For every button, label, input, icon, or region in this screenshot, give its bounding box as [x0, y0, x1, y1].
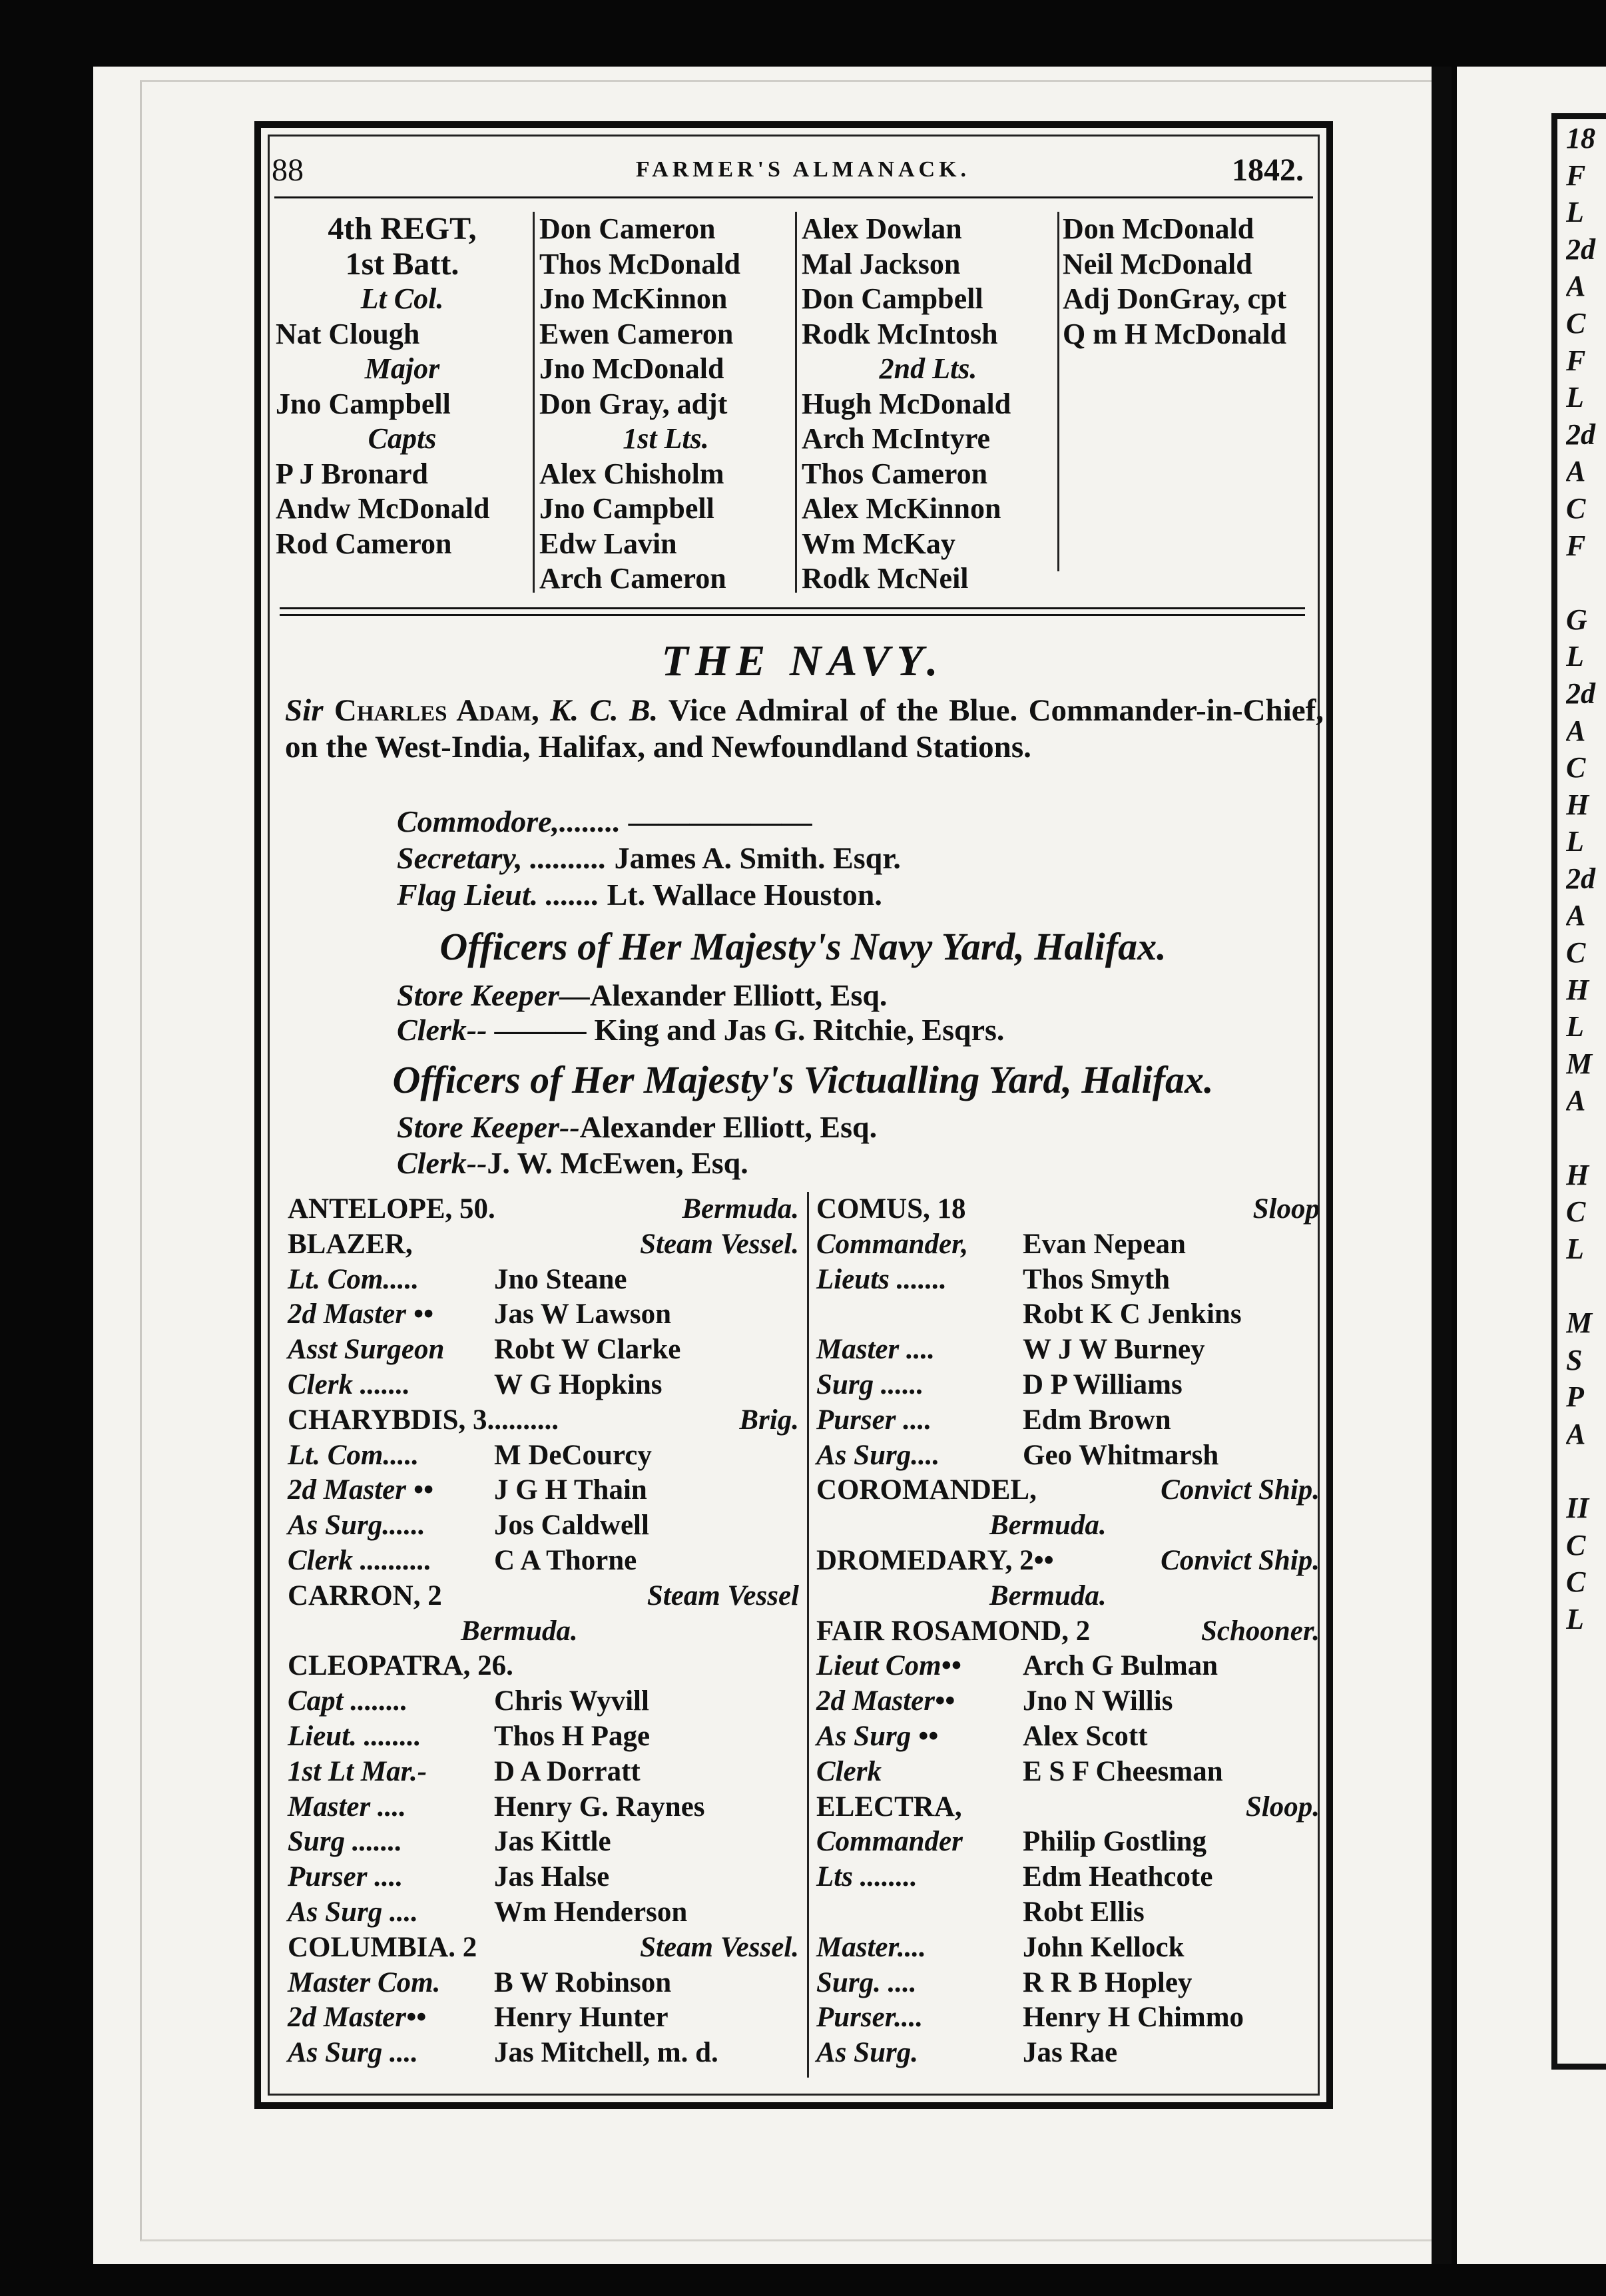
officer-role: Master ....	[288, 1791, 406, 1823]
regiment-entry: Major	[364, 352, 440, 385]
officer-name: E S F Cheesman	[1023, 1755, 1223, 1787]
regiment-entry: Capts	[368, 422, 437, 455]
regiment-entry: Lt Col.	[360, 282, 444, 315]
officer-role: As Surg......	[288, 1510, 425, 1542]
officer-role: 2d Master ••	[288, 1474, 433, 1506]
officer-entry	[816, 1649, 1320, 1684]
navy-yard-clerk: Clerk-- ——— King and Jas G. Ritchie, Esqrs.	[397, 1013, 1005, 1047]
officer-role: 2d Master••	[816, 1685, 955, 1717]
officer-entry	[816, 1227, 1320, 1263]
officer-entry	[816, 1438, 1320, 1474]
officer-role: Purser ....	[816, 1404, 932, 1436]
regiment-entry: Thos McDonald	[539, 247, 740, 280]
next-page-fragment: 18	[1566, 122, 1595, 154]
regiment-column-2	[539, 212, 792, 597]
ship-entry	[288, 1227, 799, 1263]
next-page-fragment: C	[1566, 1195, 1586, 1229]
next-page-fragment: L	[1566, 825, 1584, 858]
officer-entry	[288, 1895, 799, 1930]
officer-name: Arch G Bulman	[1023, 1650, 1218, 1682]
officer-role: Master Com.	[288, 1966, 441, 1998]
officer-role: Clerk .......	[288, 1368, 410, 1400]
officer-name: Philip Gostling	[1023, 1826, 1206, 1858]
officer-role: Master....	[816, 1931, 926, 1963]
next-page-fragment: H	[1566, 1158, 1589, 1191]
next-page-fragment	[1566, 1267, 1606, 1304]
next-page-fragment	[1566, 1452, 1606, 1490]
officer-entry	[816, 2000, 1320, 2036]
officer-role: Purser....	[816, 2002, 924, 2034]
header-rule	[274, 196, 1313, 198]
ship-type: Steam Vessel	[647, 1579, 799, 1611]
officer-entry	[816, 1684, 1320, 1719]
staff-line-flag-lieut: Flag Lieut. ....... Lt. Wallace Houston.	[397, 878, 882, 912]
officer-role: As Surg.	[816, 2037, 918, 2069]
ship-entry	[288, 1930, 799, 1966]
regiment-entry: Rodk McIntosh	[802, 317, 998, 350]
ship-type: Brig.	[739, 1404, 799, 1436]
regiment-entry: Ewen Cameron	[539, 317, 734, 350]
regiment-entry: Jno McKinnon	[539, 282, 728, 315]
officer-role: 2d Master ••	[288, 1298, 433, 1330]
next-page-fragment: 2d	[1566, 677, 1595, 710]
regiment-column-3	[802, 212, 1055, 597]
officer-name: J G H Thain	[494, 1474, 647, 1506]
next-page-fragment: C	[1566, 1566, 1586, 1599]
next-page-fragment: L	[1566, 1010, 1584, 1043]
next-page-fragment: C	[1566, 306, 1586, 340]
officer-entry	[816, 1297, 1320, 1332]
next-page-fragment: M	[1566, 1047, 1593, 1080]
officer-name: R R B Hopley	[1023, 1966, 1193, 1998]
next-page-fragment: F	[1566, 158, 1586, 192]
intro-name: Charles Adam,	[334, 693, 539, 728]
ship-entry	[288, 1579, 799, 1614]
ship-name: CARRON, 2	[288, 1579, 442, 1611]
intro-text: Vice Admiral of the Blue. Commander-in-Chief, on the West-India, Halifax, and Newfoundland Stations.	[285, 693, 1324, 764]
officer-role: Lt. Com.....	[288, 1263, 419, 1295]
next-page-fragment	[1566, 1119, 1606, 1157]
officer-role: Commander	[816, 1826, 963, 1858]
navy-yard-store-keeper: Store Keeper—Alexander Elliott, Esq.	[397, 978, 888, 1012]
officer-entry	[288, 1790, 799, 1825]
ship-station: Bermuda.	[989, 1579, 1107, 1611]
regiment-entry: Alex McKinnon	[802, 492, 1001, 525]
victualling-yard-title: Officers of Her Majesty's Victualling Yard, Halifax.	[392, 1058, 1214, 1101]
officer-role: Lieut. ........	[288, 1720, 421, 1752]
ship-name: DROMEDARY, 2••	[816, 1544, 1054, 1576]
officer-role: 2d Master••	[288, 2002, 427, 2034]
officer-name: Henry H Chimmo	[1023, 2002, 1244, 2034]
officer-name: Alex Scott	[1023, 1720, 1148, 1752]
next-page-fragment: G	[1566, 603, 1587, 636]
regiment-entry: Arch McIntyre	[802, 422, 991, 455]
next-page-fragment: C	[1566, 1528, 1586, 1562]
regiment-entry: Jno Campbell	[276, 387, 451, 420]
regiment-entry: Alex Dowlan	[802, 212, 962, 245]
regiment-entry: Don Gray, adjt	[539, 387, 728, 420]
ship-name: BLAZER,	[288, 1228, 413, 1260]
officer-entry	[816, 1263, 1320, 1298]
officer-entry	[288, 1544, 799, 1579]
regiment-entry: Alex Chisholm	[539, 457, 724, 490]
officer-name: Jno Steane	[494, 1263, 627, 1295]
officer-entry	[816, 2036, 1320, 2071]
column-divider	[795, 212, 797, 593]
officer-role: Lt. Com.....	[288, 1439, 419, 1471]
ship-name: COROMANDEL,	[816, 1474, 1037, 1506]
officer-role: Surg .......	[288, 1826, 403, 1858]
officer-name: M DeCourcy	[494, 1439, 652, 1471]
regiment-entry: 2nd Lts.	[879, 352, 977, 385]
officer-entry	[288, 1263, 799, 1298]
officer-role: Master ....	[816, 1334, 935, 1366]
ship-type: Schooner.	[1201, 1615, 1320, 1647]
officer-entry	[288, 1368, 799, 1403]
regiment-column-4	[1063, 212, 1322, 352]
officer-role: As Surg ....	[288, 2037, 418, 2069]
ship-type: Convict Ship.	[1161, 1474, 1320, 1506]
officer-role: Purser ....	[288, 1861, 403, 1893]
officer-name: Chris Wyvill	[494, 1685, 649, 1717]
ship-entry	[288, 1649, 799, 1684]
officer-name: Jas W Lawson	[494, 1298, 672, 1330]
regiment-column-1	[276, 212, 529, 561]
officer-role: 1st Lt Mar.-	[288, 1755, 427, 1787]
officer-name: W J W Burney	[1023, 1334, 1205, 1366]
next-page-fragment: A	[1566, 455, 1586, 488]
ships-left-column	[288, 1192, 799, 2071]
regiment-entry: Rodk McNeil	[802, 562, 969, 595]
next-page-fragment: P	[1566, 1380, 1584, 1414]
staff-line-secretary: Secretary, .......... James A. Smith. Esqr.	[397, 841, 901, 875]
officer-name: Jas Rae	[1023, 2037, 1118, 2069]
officer-entry	[288, 1825, 799, 1860]
officer-entry	[288, 1473, 799, 1508]
officer-entry	[816, 1930, 1320, 1966]
next-page-fragment: A	[1566, 714, 1586, 747]
next-page-fragment	[1566, 564, 1606, 601]
ship-entry	[288, 1403, 799, 1438]
regiment-entry: Nat Clough	[276, 317, 420, 350]
page-number: 88	[272, 152, 304, 188]
ship-name: ANTELOPE, 50.	[288, 1193, 495, 1225]
regiment-entry: Jno McDonald	[539, 352, 724, 385]
officer-role: Surg ......	[816, 1368, 924, 1400]
officer-role: Lieuts .......	[816, 1263, 947, 1295]
officer-entry	[816, 1966, 1320, 2001]
officer-name: B W Robinson	[494, 1966, 672, 1998]
officer-entry	[816, 1755, 1320, 1790]
next-page-fragment: 2d	[1566, 418, 1595, 451]
next-page-fragment: A	[1566, 270, 1586, 303]
officer-role: As Surg ....	[288, 1896, 418, 1928]
ships-right-column	[816, 1192, 1320, 2071]
officer-name: Geo Whitmarsh	[1023, 1439, 1219, 1471]
regiment-entry: Jno Campbell	[539, 492, 714, 525]
intro-prefix: Sir	[285, 693, 324, 728]
regiment-entry: 1st Lts.	[623, 422, 709, 455]
officer-name: D P Williams	[1023, 1368, 1183, 1400]
officer-entry	[288, 1860, 799, 1895]
ship-type: Steam Vessel.	[640, 1228, 799, 1260]
victualling-clerk: Clerk--J. W. McEwen, Esq.	[397, 1146, 748, 1180]
regiment-entry: P J Bronard	[276, 457, 429, 490]
officer-name: Thos H Page	[494, 1720, 651, 1752]
book-spine	[1432, 67, 1452, 2264]
intro-honour: K. C. B.	[550, 693, 659, 728]
officer-name: Jos Caldwell	[494, 1510, 649, 1542]
officer-name: Robt Ellis	[1023, 1896, 1145, 1928]
next-page-fragment: L	[1566, 640, 1584, 673]
officer-name: W G Hopkins	[494, 1368, 663, 1400]
officer-role: Lieut Com••	[816, 1650, 961, 1682]
officer-name: D A Dorratt	[494, 1755, 641, 1787]
next-page-fragment: L	[1566, 1602, 1584, 1635]
next-page-fragment: C	[1566, 491, 1586, 525]
officer-name: Wm Henderson	[494, 1896, 688, 1928]
officer-name: Jas Mitchell, m. d.	[494, 2037, 718, 2069]
ship-entry	[816, 1192, 1320, 1227]
next-page-fragment: H	[1566, 788, 1589, 821]
officer-name: Jas Kittle	[494, 1826, 611, 1858]
officer-name: John Kellock	[1023, 1931, 1185, 1963]
next-page-fragment: 2d	[1566, 232, 1595, 266]
next-page-fragment: S	[1566, 1343, 1583, 1376]
officer-role: Capt ........	[288, 1685, 408, 1717]
officer-role: As Surg ••	[816, 1720, 939, 1752]
next-page-fragment: 2d	[1566, 862, 1595, 895]
next-page-fragment: L	[1566, 196, 1584, 229]
ship-type: Steam Vessel.	[640, 1931, 799, 1963]
next-page-fragments	[1566, 120, 1606, 1637]
ship-type: Convict Ship.	[1161, 1544, 1320, 1576]
next-page-fragment: II	[1566, 1491, 1589, 1524]
officer-name: Robt W Clarke	[494, 1334, 681, 1366]
column-divider	[1057, 212, 1059, 571]
next-page-fragment: A	[1566, 1417, 1586, 1450]
ships-column-divider	[807, 1192, 809, 2078]
officer-entry	[288, 1966, 799, 2001]
ship-name: CLEOPATRA, 26.	[288, 1650, 513, 1682]
officer-entry	[288, 1297, 799, 1332]
officer-name: Thos Smyth	[1023, 1263, 1171, 1295]
regiment-entry: 4th REGT,	[328, 211, 477, 246]
officer-entry	[288, 1508, 799, 1544]
ship-entry	[816, 1544, 1320, 1579]
next-page-fragment: A	[1566, 899, 1586, 932]
officer-role: Clerk ..........	[288, 1544, 432, 1576]
next-page-fragment: F	[1566, 344, 1586, 377]
next-page-fragment: L	[1566, 381, 1584, 414]
ship-type: Bermuda.	[682, 1193, 799, 1225]
next-page-fragment: F	[1566, 529, 1586, 562]
officer-entry	[816, 1895, 1320, 1930]
ship-name: COMUS, 18	[816, 1193, 966, 1225]
ship-name: CHARYBDIS, 3..........	[288, 1404, 559, 1436]
regiment-entry: Andw McDonald	[276, 492, 490, 525]
officer-role: Surg. ....	[816, 1966, 917, 1998]
officer-name: Edm Heathcote	[1023, 1861, 1213, 1893]
officer-entry	[288, 1719, 799, 1755]
officer-entry	[288, 2000, 799, 2036]
ship-type: Sloop.	[1245, 1791, 1320, 1823]
navy-intro	[285, 693, 1324, 766]
next-page-fragment: M	[1566, 1306, 1593, 1339]
officer-name: Henry Hunter	[494, 2002, 669, 2034]
officer-role: As Surg....	[816, 1439, 940, 1471]
regiment-entry: Rod Cameron	[276, 527, 452, 560]
regiment-entry: Q m H McDonald	[1063, 317, 1287, 350]
officer-name: Edm Brown	[1023, 1404, 1171, 1436]
section-rule	[280, 614, 1305, 616]
officer-entry	[816, 1825, 1320, 1860]
officer-entry	[288, 1684, 799, 1719]
regiment-entry: Edw Lavin	[539, 527, 677, 560]
regiment-entry: Don McDonald	[1063, 212, 1254, 245]
regiment-entry: Wm McKay	[802, 527, 955, 560]
officer-entry	[816, 1403, 1320, 1438]
next-page-fragment: C	[1566, 936, 1586, 970]
officer-name: C A Thorne	[494, 1544, 637, 1576]
officer-name: Jas Halse	[494, 1861, 610, 1893]
officer-entry	[288, 1755, 799, 1790]
section-rule	[280, 607, 1305, 609]
page-year: 1842.	[1232, 152, 1304, 188]
running-title: FARMER'S ALMANACK.	[635, 157, 971, 182]
officer-role: Asst Surgeon	[288, 1334, 445, 1366]
regiment-entry: Arch Cameron	[539, 562, 726, 595]
officer-role: Commander,	[816, 1228, 969, 1260]
officer-entry	[816, 1719, 1320, 1755]
ship-name: COLUMBIA. 2	[288, 1931, 477, 1963]
navy-yard-title: Officers of Her Majesty's Navy Yard, Halifax.	[439, 925, 1167, 968]
officer-name: Jno N Willis	[1023, 1685, 1173, 1717]
ship-name: ELECTRA,	[816, 1791, 962, 1823]
next-page-fragment: H	[1566, 973, 1589, 1006]
officer-entry	[288, 1438, 799, 1474]
ship-name: FAIR ROSAMOND, 2	[816, 1615, 1091, 1647]
regiment-entry: Don Campbell	[802, 282, 983, 315]
next-page-fragment: A	[1566, 1084, 1586, 1117]
ship-type: Sloop	[1252, 1193, 1320, 1225]
regiment-entry: 1st Batt.	[345, 246, 459, 282]
officer-entry	[288, 1332, 799, 1368]
regiment-entry: Thos Cameron	[802, 457, 988, 490]
regiment-entry: Adj DonGray, cpt	[1063, 282, 1287, 315]
next-page-fragment: C	[1566, 751, 1586, 784]
regiment-entry: Hugh McDonald	[802, 387, 1011, 420]
officer-role: Lts ........	[816, 1861, 918, 1893]
officer-entry	[816, 1860, 1320, 1895]
regiment-entry: Neil McDonald	[1063, 247, 1252, 280]
navy-title: THE NAVY.	[661, 637, 945, 685]
officer-entry	[816, 1332, 1320, 1368]
officer-name: Robt K C Jenkins	[1023, 1298, 1242, 1330]
ship-entry	[816, 1790, 1320, 1825]
regiment-entry: Don Cameron	[539, 212, 716, 245]
officer-entry	[816, 1368, 1320, 1403]
officer-role: Clerk	[816, 1755, 882, 1787]
column-divider	[533, 212, 535, 593]
officer-name: Henry G. Raynes	[494, 1791, 705, 1823]
ship-entry	[288, 1192, 799, 1227]
victualling-store-keeper: Store Keeper--Alexander Elliott, Esq.	[397, 1110, 878, 1144]
regiment-entry: Mal Jackson	[802, 247, 961, 280]
officer-entry	[288, 2036, 799, 2071]
staff-line-commodore: Commodore,........ ——————	[397, 804, 812, 838]
officer-name: Evan Nepean	[1023, 1228, 1186, 1260]
ship-station: Bermuda.	[989, 1510, 1107, 1542]
ship-station: Bermuda.	[461, 1615, 578, 1647]
ship-entry	[816, 1614, 1320, 1649]
ship-entry	[816, 1473, 1320, 1508]
next-page-fragment: L	[1566, 1232, 1584, 1265]
